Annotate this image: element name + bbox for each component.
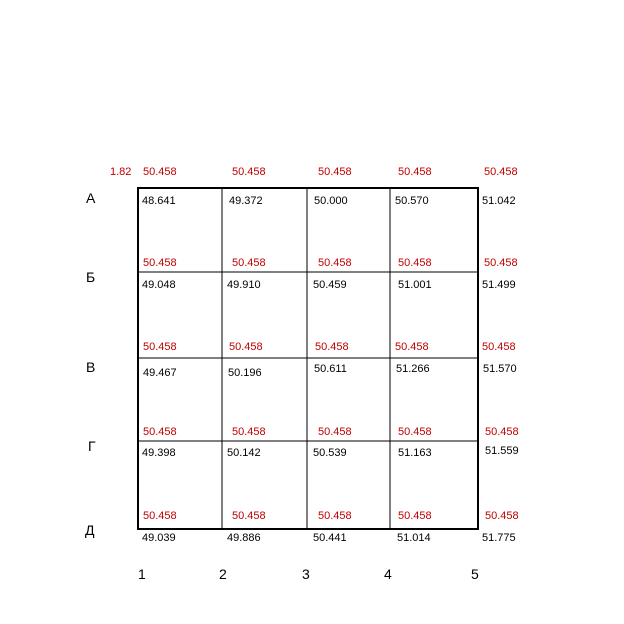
row-label-v: В — [86, 359, 96, 375]
black-value: 51.266 — [396, 363, 430, 375]
black-value: 50.611 — [314, 363, 347, 375]
black-value: 50.459 — [313, 279, 347, 291]
design-value: 50.458 — [398, 257, 432, 269]
black-value: 51.014 — [397, 532, 431, 544]
design-value: 50.458 — [232, 510, 266, 522]
black-value: 51.163 — [398, 447, 432, 459]
black-value: 51.499 — [482, 279, 516, 291]
black-value: 50.196 — [228, 367, 262, 379]
black-value: 51.559 — [485, 445, 519, 457]
col-label-1: 1 — [138, 566, 146, 582]
col-label-4: 4 — [384, 566, 392, 582]
black-value: 49.910 — [227, 279, 261, 291]
design-value: 50.458 — [143, 166, 177, 178]
design-value: 50.458 — [398, 166, 432, 178]
black-value: 49.398 — [142, 447, 176, 459]
design-value: 50.458 — [482, 341, 516, 353]
black-value: 48.641 — [142, 195, 176, 207]
design-value: 50.458 — [485, 510, 519, 522]
row-label-b: Б — [86, 269, 96, 285]
col-label-3: 3 — [302, 566, 310, 582]
design-value: 50.458 — [318, 166, 352, 178]
design-value: 50.458 — [143, 426, 177, 438]
design-value: 50.458 — [318, 257, 352, 269]
design-value: 50.458 — [398, 426, 432, 438]
design-value: 50.458 — [232, 257, 266, 269]
black-value: 49.372 — [229, 195, 263, 207]
row-label-a: А — [86, 190, 96, 206]
design-value: 50.458 — [143, 510, 177, 522]
black-value: 50.000 — [314, 195, 348, 207]
black-value: 49.039 — [142, 532, 176, 544]
black-value: 49.048 — [142, 279, 176, 291]
scale-note: 1.82 — [110, 166, 132, 178]
design-value: 50.458 — [395, 341, 429, 353]
row-label-d: Д — [85, 522, 95, 538]
col-label-2: 2 — [219, 566, 227, 582]
black-value: 51.042 — [482, 195, 516, 207]
design-value: 50.458 — [232, 426, 266, 438]
design-value: 50.458 — [143, 257, 177, 269]
col-label-5: 5 — [471, 566, 479, 582]
black-value: 51.775 — [482, 532, 516, 544]
black-value: 49.886 — [227, 532, 261, 544]
design-value: 50.458 — [484, 166, 518, 178]
design-value: 50.458 — [232, 166, 266, 178]
black-value: 50.539 — [313, 447, 347, 459]
black-value: 50.142 — [227, 447, 261, 459]
design-value: 50.458 — [485, 426, 519, 438]
black-value: 50.441 — [313, 532, 347, 544]
design-value: 50.458 — [484, 257, 518, 269]
black-value: 51.001 — [398, 279, 432, 291]
black-value: 50.570 — [395, 195, 429, 207]
row-label-g: Г — [88, 438, 96, 454]
design-value: 50.458 — [318, 510, 352, 522]
design-value: 50.458 — [229, 341, 263, 353]
design-value: 50.458 — [315, 341, 349, 353]
design-value: 50.458 — [318, 426, 352, 438]
black-value: 49.467 — [143, 367, 177, 379]
design-value: 50.458 — [143, 341, 177, 353]
black-value: 51.570 — [483, 363, 517, 375]
design-value: 50.458 — [398, 510, 432, 522]
